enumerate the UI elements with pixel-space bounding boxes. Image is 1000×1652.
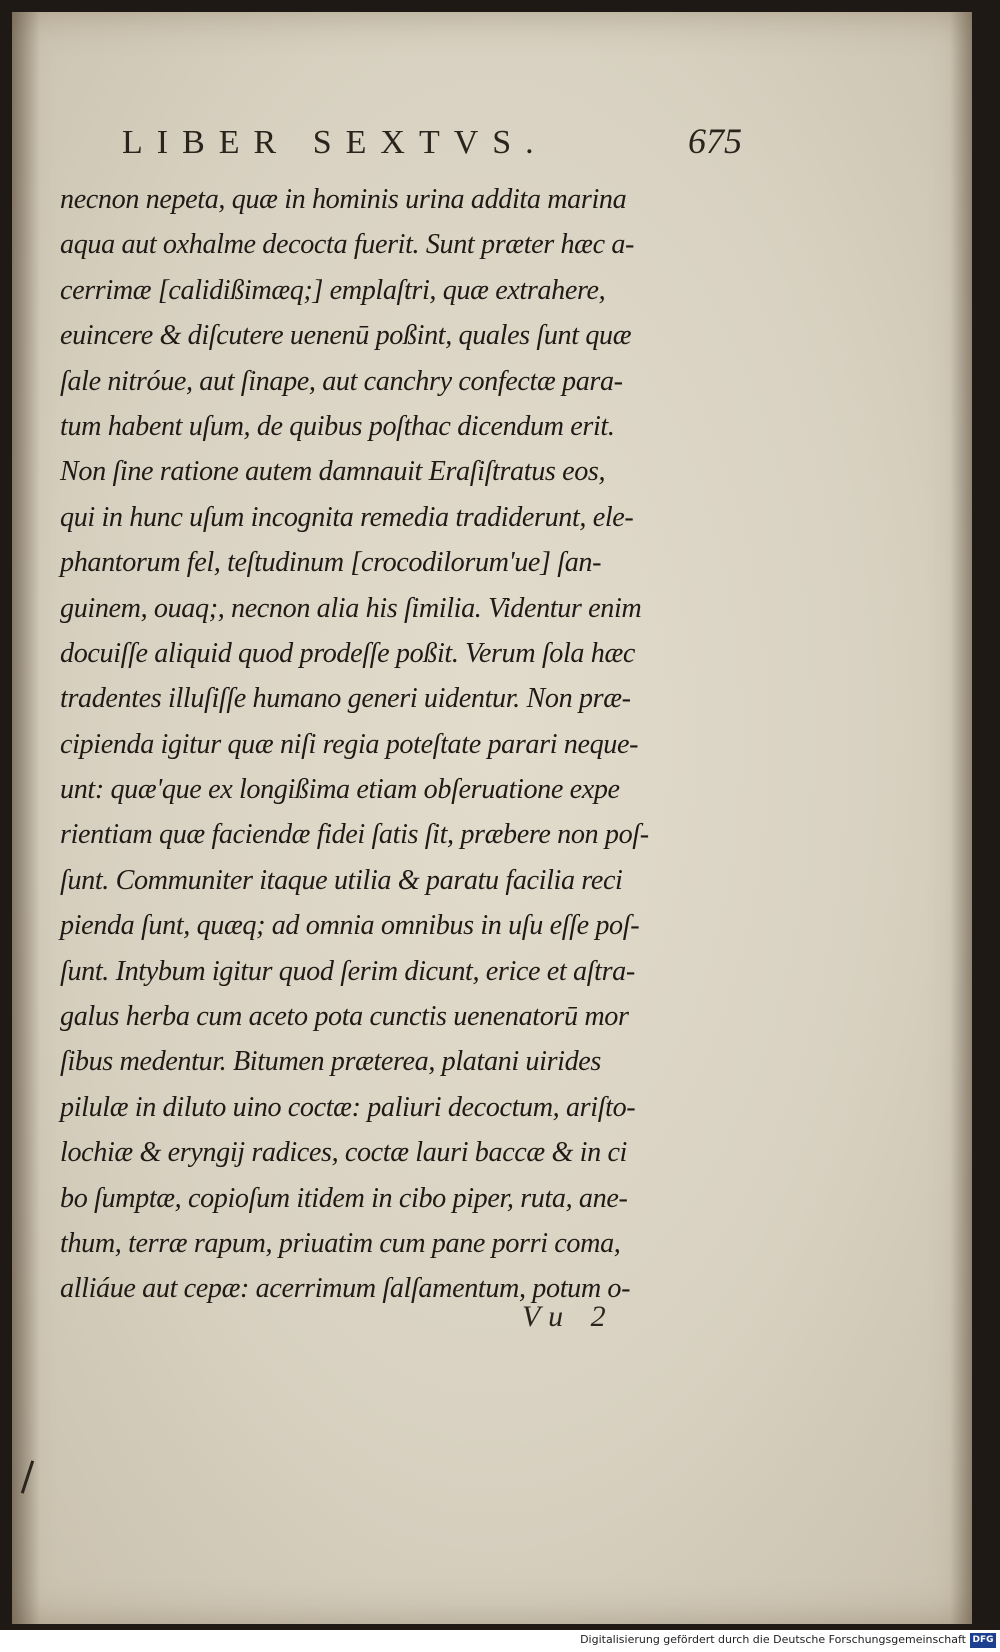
text-line: rientiam quæ faciendæ fidei ſatis ſit, præbere non poſ- (60, 818, 649, 851)
text-line: guinem, ouaq;, necnon alia his ſimilia. Videntur enim (60, 591, 642, 624)
text-line: aqua aut oxhalme decocta fuerit. Sunt præter hæc a- (60, 228, 635, 261)
page-number: 675 (688, 121, 742, 161)
text-line: ſale nitróue, aut ſinape, aut canchry confectæ para- (60, 364, 623, 397)
text-line: cipienda igitur quæ niſi regia poteſtate parari neque- (60, 727, 639, 760)
text-line: tradentes illuſiſſe humano generi uidentur. Non præ- (60, 682, 631, 715)
book-page (12, 12, 972, 1624)
text-line: ſunt. Intybum igitur quod ſerim dicunt, erice et aſtra- (60, 954, 635, 987)
text-line: pienda ſunt, quæq; ad omnia omnibus in uſu eſſe poſ- (60, 909, 640, 942)
text-line: thum, terræ rapum, priuatim cum pane porri coma, (60, 1226, 621, 1259)
running-head (122, 120, 742, 170)
text-line: galus herba cum aceto pota cunctis uenenatorū mor (60, 1000, 629, 1033)
text-line: phantorum fel, teſtudinum [crocodilorum'ue] ſan- (60, 546, 602, 579)
signature-mark: Vu 2 (522, 1300, 616, 1333)
text-line: cerrimæ [calidißimæq;] emplaſtri, quæ extrahere, (60, 273, 606, 306)
text-line: ſunt. Communiter itaque utilia & paratu facilia reci (60, 863, 623, 896)
running-title: LIBER SEXTVS. (122, 124, 548, 161)
digitization-footer (0, 1630, 1000, 1652)
text-line: qui in hunc uſum incognita remedia tradiderunt, ele- (60, 500, 634, 533)
text-line: bo ſumptæ, copioſum itidem in cibo piper, ruta, ane- (60, 1181, 628, 1214)
funding-credit: Digitalisierung gefördert durch die Deutsche Forschungsgemeinschaft (580, 1633, 966, 1646)
text-line: necnon nepeta, quæ in hominis urina addita marina (60, 183, 627, 215)
text-line: alliáue aut cepæ: acerrimum ſalſamentum, potum o- (60, 1272, 631, 1305)
text-line: docuiſſe aliquid quod prodeſſe poßit. Verum ſola hæc (60, 636, 635, 669)
page-gutter-shadow (12, 12, 40, 1624)
text-line: euincere & diſcutere uenenū poßint, quales ſunt quæ (60, 319, 632, 352)
text-line: lochiæ & eryngij radices, coctæ lauri baccæ & in ci (60, 1136, 628, 1169)
text-line: pilulæ in diluto uino coctæ: paliuri decoctum, ariſto- (60, 1090, 636, 1123)
text-line: unt: quæ'que ex longißima etiam obſeruatione expe (60, 773, 620, 806)
text-line: Non ſine ratione autem damnauit Eraſiſtratus eos, (60, 455, 606, 488)
text-line: tum habent uſum, de quibus poſthac dicendum erit. (60, 409, 615, 442)
dfg-logo: DFG (970, 1633, 996, 1648)
page-edge-shadow (950, 12, 972, 1624)
text-line: ſibus medentur. Bitumen præterea, platani uirides (60, 1045, 601, 1078)
body-text (60, 177, 760, 1312)
